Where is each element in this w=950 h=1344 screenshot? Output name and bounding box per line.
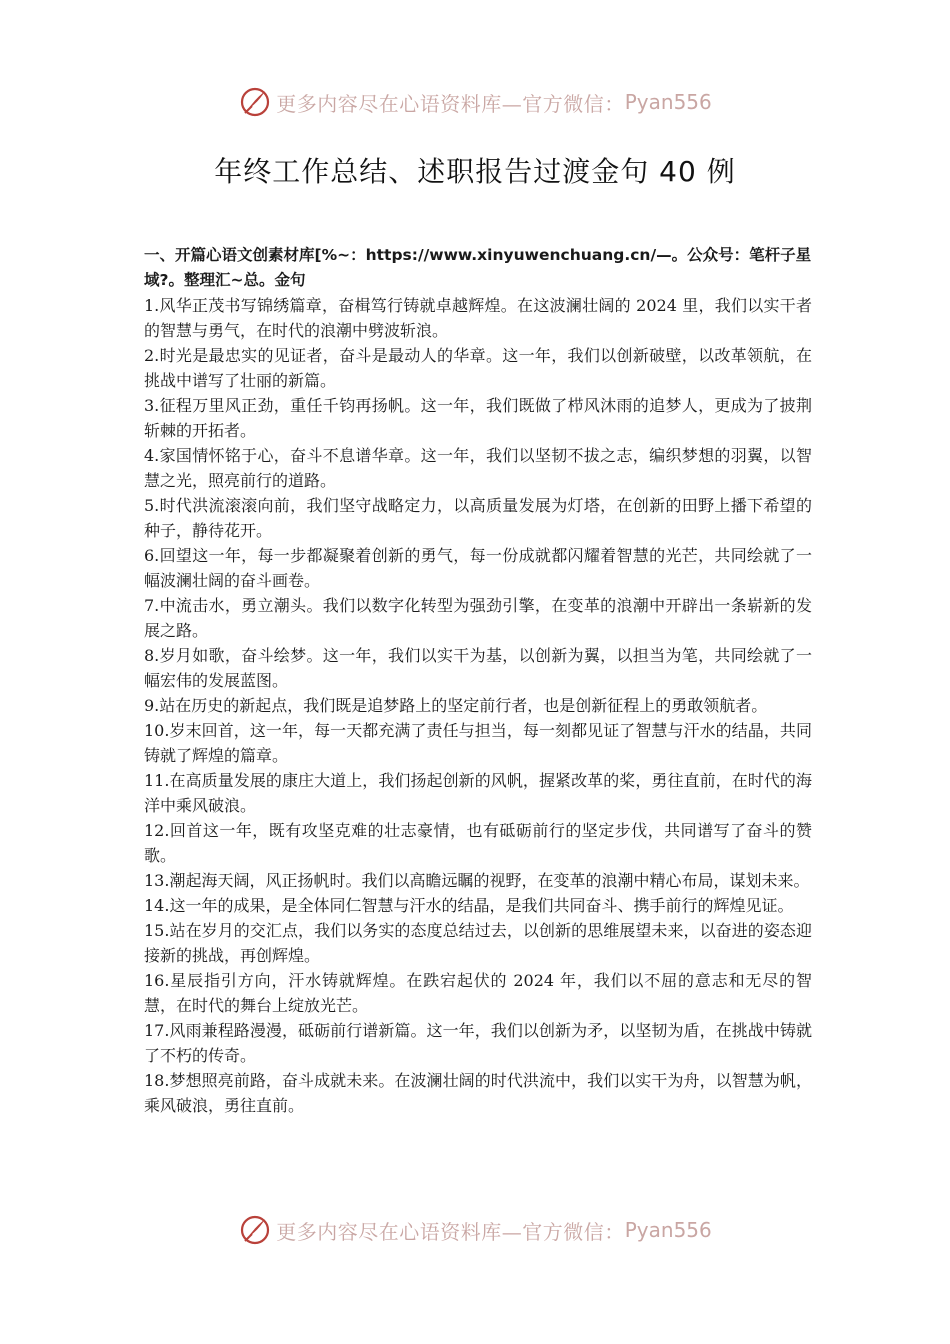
item-text: 岁月如歌，奋斗绘梦。这一年，我们以实干为基，以创新为翼，以担当为笔，共同绘就了一幅宏伟的发展蓝图。 bbox=[144, 646, 812, 690]
item-number: 10. bbox=[144, 721, 170, 740]
item-text: 时光是最忠实的见证者，奋斗是最动人的华章。这一年，我们以创新破壁，以改革领航，在挑战中谱写了壮丽的新篇。 bbox=[144, 346, 812, 390]
list-item bbox=[144, 868, 812, 893]
banner-wechat-id: Pyan556 bbox=[624, 1218, 712, 1242]
quill-logo-icon bbox=[238, 1213, 272, 1247]
list-item bbox=[144, 543, 812, 593]
item-number: 18. bbox=[144, 1071, 170, 1090]
item-text: 时代洪流滚滚向前，我们坚守战略定力，以高质量发展为灯塔，在创新的田野上播下希望的种子，静待花开。 bbox=[144, 496, 812, 540]
list-item bbox=[144, 443, 812, 493]
banner-text: 更多内容尽在心语资料库—官方微信： bbox=[276, 1219, 625, 1244]
item-text: 风雨兼程路漫漫，砥砺前行谱新篇。这一年，我们以创新为矛，以坚韧为盾，在挑战中铸就了不朽的传奇。 bbox=[144, 1021, 812, 1065]
list-item bbox=[144, 493, 812, 543]
item-text: 回望这一年，每一步都凝聚着创新的勇气，每一份成就都闪耀着智慧的光芒，共同绘就了一幅波澜壮阔的奋斗画卷。 bbox=[144, 546, 812, 590]
quote-list bbox=[144, 293, 812, 1118]
item-text: 家国情怀铭于心，奋斗不息谱华章。这一年，我们以坚韧不拔之志，编织梦想的羽翼，以智慧之光，照亮前行的道路。 bbox=[144, 446, 812, 490]
item-number: 5. bbox=[144, 496, 160, 515]
list-item bbox=[144, 768, 812, 818]
item-number: 13. bbox=[144, 871, 170, 890]
list-item bbox=[144, 293, 812, 343]
page-title: 年终工作总结、述职报告过渡金句 40 例 bbox=[214, 155, 736, 188]
list-item bbox=[144, 918, 812, 968]
item-number: 6. bbox=[144, 546, 160, 565]
header-banner bbox=[0, 82, 950, 122]
item-text: 潮起海天阔，风正扬帆时。我们以高瞻远瞩的视野，在变革的浪潮中精心布局，谋划未来。 bbox=[169, 871, 810, 890]
item-text: 回首这一年，既有攻坚克难的壮志豪情，也有砥砺前行的坚定步伐，共同谱写了奋斗的赞歌。 bbox=[144, 821, 812, 865]
banner-wechat-id: Pyan556 bbox=[624, 90, 712, 114]
item-number: 1. bbox=[144, 296, 160, 315]
list-item bbox=[144, 818, 812, 868]
section-heading: 一、开篇心语文创素材库[%~：https://www.xinyuwenchuang.cn/—。公众号：笔杆子星域?。整理汇~总。金句 bbox=[144, 246, 812, 289]
item-number: 14. bbox=[144, 896, 170, 915]
item-number: 17. bbox=[144, 1021, 170, 1040]
item-text: 这一年的成果，是全体同仁智慧与汗水的结晶，是我们共同奋斗、携手前行的辉煌见证。 bbox=[169, 896, 794, 915]
item-text: 站在历史的新起点，我们既是追梦路上的坚定前行者，也是创新征程上的勇敢领航者。 bbox=[159, 696, 768, 715]
item-number: 16. bbox=[144, 971, 170, 990]
item-text: 星辰指引方向，汗水铸就辉煌。在跌宕起伏的 2024 年，我们以不屈的意志和无尽的智慧，在时代的舞台上绽放光芒。 bbox=[144, 971, 812, 1015]
item-number: 9. bbox=[144, 696, 160, 715]
list-item bbox=[144, 1068, 812, 1118]
item-number: 15. bbox=[144, 921, 170, 940]
list-item bbox=[144, 343, 812, 393]
list-item bbox=[144, 718, 812, 768]
item-number: 7. bbox=[144, 596, 160, 615]
item-number: 8. bbox=[144, 646, 160, 665]
item-number: 11. bbox=[144, 771, 170, 790]
item-text: 在高质量发展的康庄大道上，我们扬起创新的风帆，握紧改革的桨，勇往直前，在时代的海洋中乘风破浪。 bbox=[144, 771, 812, 815]
document-body bbox=[144, 243, 812, 1118]
item-text: 风华正茂书写锦绣篇章，奋楫笃行铸就卓越辉煌。在这波澜壮阔的 2024 里，我们以实干者的智慧与勇气，在时代的浪潮中劈波斩浪。 bbox=[144, 296, 812, 340]
list-item bbox=[144, 643, 812, 693]
item-number: 12. bbox=[144, 821, 170, 840]
list-item bbox=[144, 1018, 812, 1068]
item-text: 站在岁月的交汇点，我们以务实的态度总结过去，以创新的思维展望未来，以奋进的姿态迎接新的挑战，再创辉煌。 bbox=[144, 921, 812, 965]
footer-banner bbox=[0, 1210, 950, 1250]
item-number: 3. bbox=[144, 396, 160, 415]
item-text: 岁末回首，这一年，每一天都充满了责任与担当，每一刻都见证了智慧与汗水的结晶，共同铸就了辉煌的篇章。 bbox=[144, 721, 812, 765]
list-item bbox=[144, 593, 812, 643]
quill-logo-icon bbox=[238, 85, 272, 119]
item-number: 2. bbox=[144, 346, 160, 365]
banner-text: 更多内容尽在心语资料库—官方微信： bbox=[276, 91, 625, 116]
item-text: 梦想照亮前路，奋斗成就未来。在波澜壮阔的时代洪流中，我们以实干为舟，以智慧为帆，乘风破浪，勇往直前。 bbox=[144, 1071, 812, 1115]
list-item bbox=[144, 968, 812, 1018]
item-text: 中流击水，勇立潮头。我们以数字化转型为强劲引擎，在变革的浪潮中开辟出一条崭新的发展之路。 bbox=[144, 596, 812, 640]
list-item bbox=[144, 693, 812, 718]
list-item bbox=[144, 393, 812, 443]
list-item bbox=[144, 893, 812, 918]
item-number: 4. bbox=[144, 446, 160, 465]
item-text: 征程万里风正劲，重任千钧再扬帆。这一年，我们既做了栉风沐雨的追梦人，更成为了披荆斩棘的开拓者。 bbox=[144, 396, 812, 440]
